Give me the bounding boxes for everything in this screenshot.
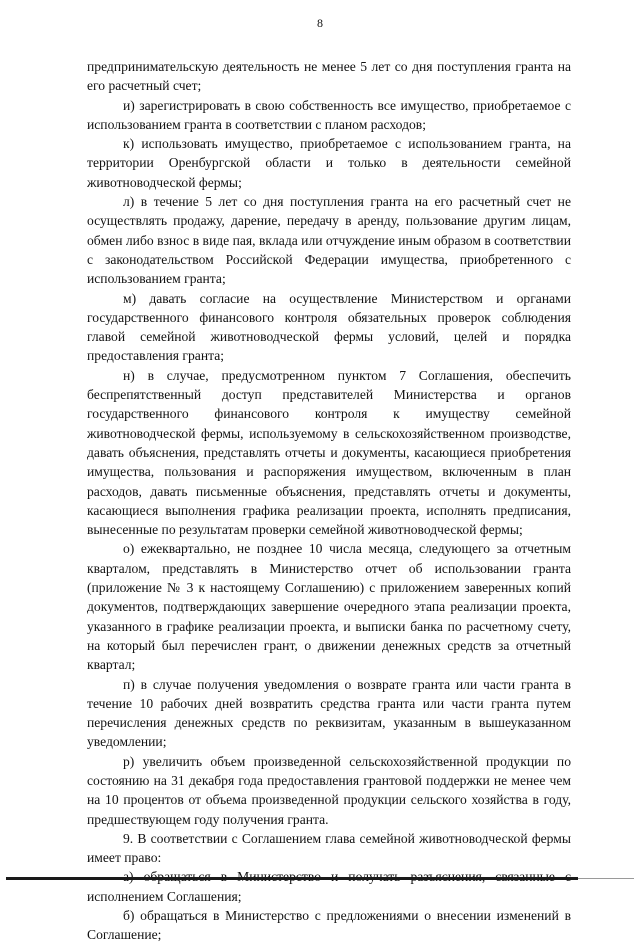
paragraph-section-9: 9. В соответствии с Соглашением глава семейной животноводческой фермы имеет право: <box>87 830 571 866</box>
paragraph-item-i: и) зарегистрировать в свою собственность все имущество, приобретаемое с использованием гранта в соответствии с планом расходов; <box>87 97 571 132</box>
paragraph-item-o: о) ежеквартально, не позднее 10 числа месяца, следующего за отчетным кварталом, представлять в Министерство отчет об использовании гранта (приложение № 3 к настоящему Соглашению) с приложением заверенных копий документов, подтверждающих завершение очередного этапа реализации проекта, указанного в графике реализации проекта, и выписки банка по расчетному счету, на который был перечислен грант, о движении денежных средств за отчетный квартал; <box>87 541 571 673</box>
paragraph-item-p: п) в случае получения уведомления о возврате гранта или части гранта в течение 10 рабочих дней возвратить средства гранта или части гранта путем перечисления денежных средств по реквизитам, указанным в вышеуказанном уведомлении; <box>87 676 571 750</box>
document-body <box>87 57 571 945</box>
page-number: 8 <box>317 16 323 30</box>
paragraph-item-r: р) увеличить объем произведенной сельскохозяйственной продукции по состоянию на 31 декабря года предоставления грантовой поддержки не менее чем на 10 процентов от объема произведенной продукции сельского хозяйства в году, предшествующем году получения гранта. <box>87 753 571 827</box>
scan-edge-line-faint <box>578 878 634 879</box>
paragraph-item-m: м) давать согласие на осуществление Министерством и органами государственного финансового контроля обязательных проверок соблюдения главой семейной животноводческой фермы условий, целей и порядка предоставления гранта; <box>87 290 571 364</box>
paragraph-item-k: к) использовать имущество, приобретаемое с использованием гранта, на территории Оренбургской области и только в деятельности семейной животноводческой фермы; <box>87 136 571 190</box>
paragraph-item-b: б) обращаться в Министерство с предложениями о внесении изменений в Соглашение; <box>87 908 571 943</box>
scan-edge-line <box>6 877 578 880</box>
paragraph-item-n: н) в случае, предусмотренном пунктом 7 Соглашения, обеспечить беспрепятственный доступ представителей Министерства и органов государственного финансового контроля к имуществу семейной животноводческой фермы, используемому в сельскохозяйственном производстве, давать объяснения, представлять отчеты и документы, касающиеся приобретения имущества, пользования и распоряжения имуществом, включенным в план расходов, давать письменные объяснения, представлять отчеты и документы, касающиеся выполнения графика реализации проекта, исполнять предписания, вынесенные по результатам проверки семейной животноводческой фермы; <box>87 367 571 538</box>
paragraph-item-a: исполнением Соглашения; <box>87 888 242 904</box>
paragraph-item-l: л) в течение 5 лет со дня поступления гранта на его расчетный счет не осуществлять продажу, дарение, передачу в аренду, пользование другим лицам, обмен либо взнос в виде пая, вклада или отчуждение иным образом в соответствии с законодательством Российской Федерации имущества, приобретенного с использованием гранта; <box>87 194 571 287</box>
paragraph-continuation: предпринимательскую деятельность не менее 5 лет со дня поступления гранта на его расчетный счет; <box>87 59 571 94</box>
